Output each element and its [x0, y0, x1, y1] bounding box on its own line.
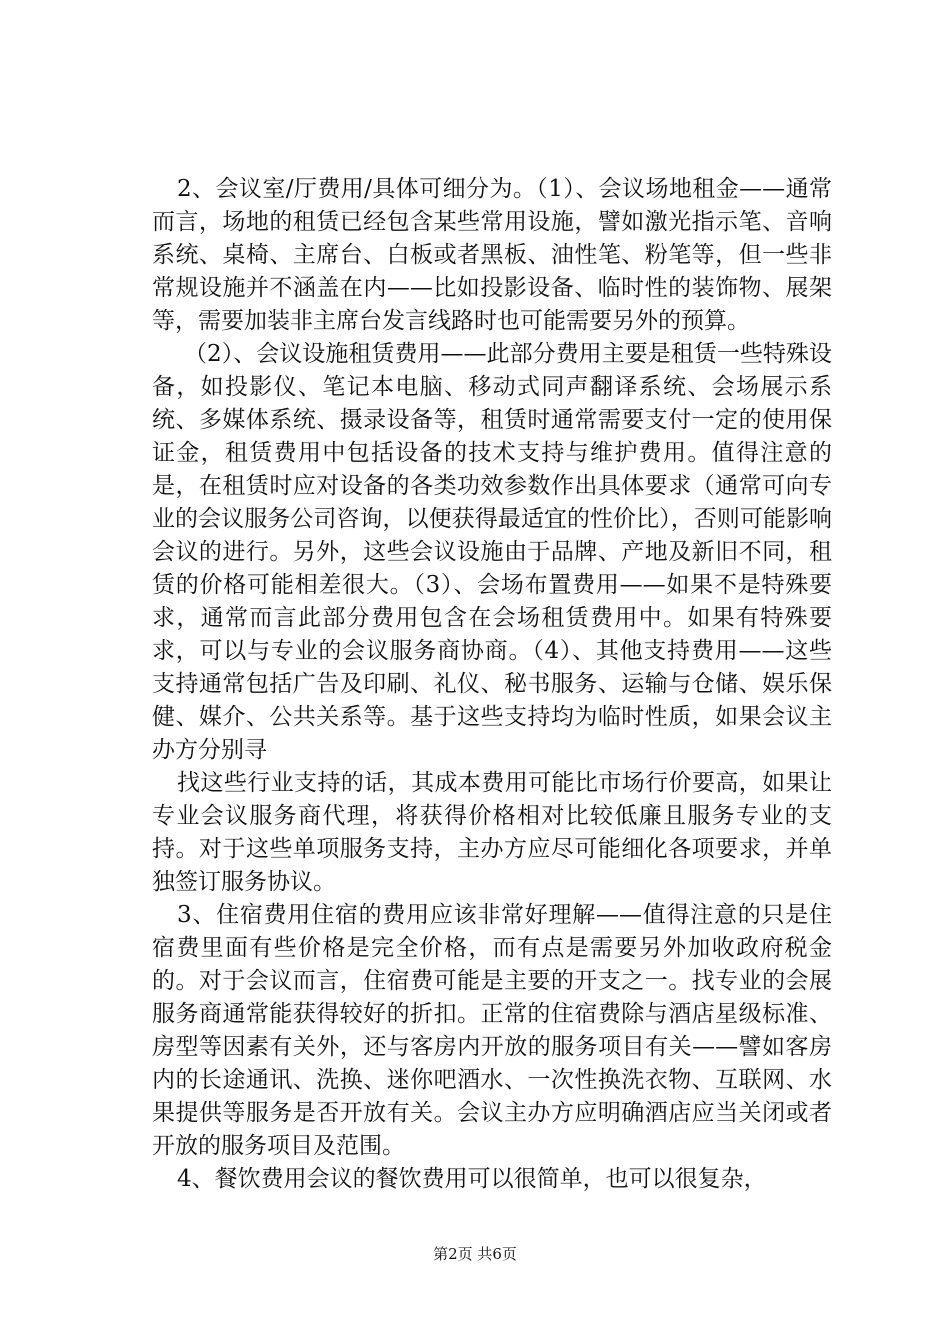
paragraph-catering-fees: 4、餐饮费用会议的餐饮费用可以很简单，也可以很复杂， — [177, 1166, 767, 1192]
paragraph-industry-support: 找这些行业支持的话，其成本费用可能比市场行价要高，如果让专业会议服务商代理，将获得价格相对比较低廉且服务专业的支持。对于这些单项服务支持，主办方应尽可能细化各项要求，并单独签订服务协议。 — [152, 770, 832, 895]
paragraph-accommodation-fees: 3、住宿费用住宿的费用应该非常好理解——值得注意的只是住宿费里面有些价格是完全价格，而有点是需要另外加收政府税金的。对于会议而言，住宿费可能是主要的开支之一。找专业的会展服务商通常能获得较好的折扣。正常的住宿费除与酒店星级标准、房型等因素有关外，还与客房内开放的服务项目有关——譬如客房内的长途通讯、洗换、迷你吧酒水、一次性换洗衣物、互联网、水果提供等服务是否开放有关。会议主办方应明确酒店应当关闭或者开放的服务项目及范围。 — [152, 902, 832, 1159]
page-footer: 第2页 共6页 — [433, 1245, 517, 1263]
paragraph-venue-fees: 2、会议室/厅费用/具体可细分为。（1）、会议场地租金——通常而言，场地的租赁已经包含某些常用设施，譬如激光指示笔、音响系统、桌椅、主席台、白板或者黑板、油性笔、粉笔等，但一些非常规设施并不涵盖在内——比如投影设备、临时性的装饰物、展架等，需要加装非主席台发言线路时也可能需要另外的预算。 — [152, 176, 832, 334]
body-text — [152, 173, 832, 1196]
paragraph-equipment-rental: （2）、会议设施租赁费用——此部分费用主要是租赁一些特殊设备，如投影仪、笔记本电脑、移动式同声翻译系统、会场展示系统、多媒体系统、摄录设备等，租赁时通常需要支付一定的使用保证金，租赁费用中包括设备的技术支持与维护费用。值得注意的是，在租赁时应对设备的各类功效参数作出具体要求（通常可向专业的会议服务公司咨询，以便获得最适宜的性价比），否则可能影响会议的进行。另外，这些会议设施由于品牌、产地及新旧不同，租赁的价格可能相差很大。（3）、会场布置费用——如果不是特殊要求，通常而言此部分费用包含在会场租赁费用中。如果有特殊要求，可以与专业的会议服务商协商。（4）、其他支持费用——这些支持通常包括广告及印刷、礼仪、秘书服务、运输与仓储、娱乐保健、媒介、公共关系等。基于这些支持均为临时性质，如果会议主办方分别寻 — [152, 341, 832, 763]
